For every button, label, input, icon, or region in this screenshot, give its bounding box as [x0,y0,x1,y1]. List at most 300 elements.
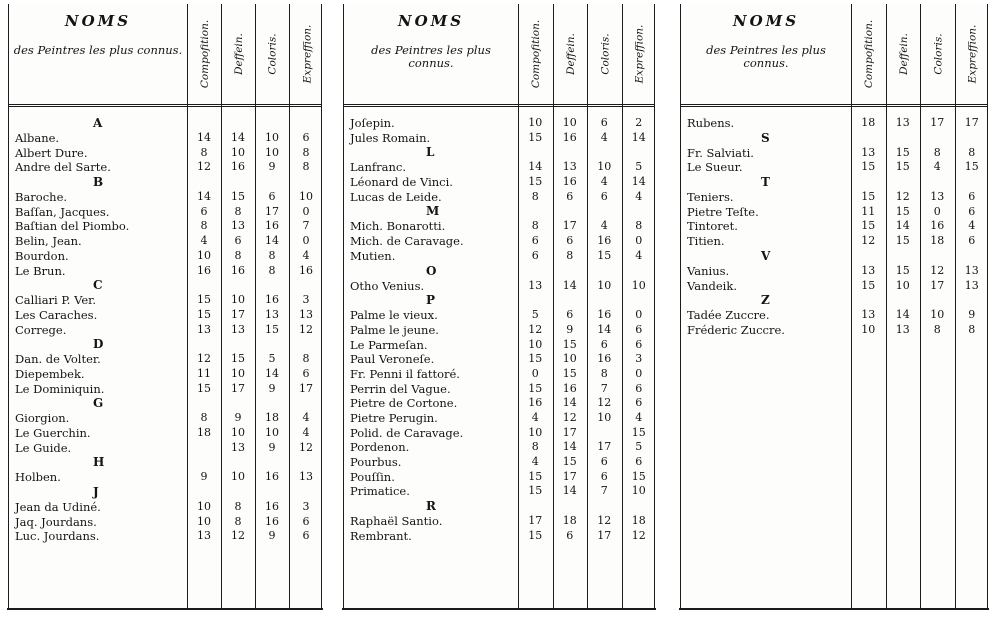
section-letter-label: Z [761,293,770,308]
score-dessein: 16 [231,263,245,277]
score-composition: 6 [531,248,539,262]
painter-row [9,190,321,205]
painter-row [344,190,654,205]
column-header-composition [851,4,887,104]
score-dessein: 17 [231,307,245,321]
section-letter-label: J [93,485,99,500]
score-expression: 10 [631,484,646,498]
score-dessein: 18 [562,514,577,528]
score-coloris: 16 [597,308,612,322]
score-dessein: 9 [566,322,574,336]
score-expression: 4 [302,426,310,439]
section-letter [681,131,987,146]
painter-row [9,470,321,485]
noms-subtitle: des Peintres les plus connus. [371,43,491,70]
score-dessein: 15 [562,455,577,469]
section-letter [681,249,987,264]
score-expression: 12 [299,440,313,454]
score-dessein: 14 [895,308,910,322]
noms-title: NOMS [397,12,465,30]
score-expression: 8 [968,322,976,336]
score-dessein: 16 [231,160,245,174]
score-expression: 6 [635,337,643,351]
score-dessein: 16 [562,381,577,395]
score-composition: 8 [200,145,208,159]
painter-name: Baſtian del Piombo. [15,219,130,234]
painter-row [344,470,654,485]
column-header-label: Expreffion. [633,24,646,84]
score-dessein: 6 [566,528,574,542]
score-coloris: 6 [600,455,608,469]
score-coloris: 10 [265,145,279,159]
column-header-label: Compofition. [530,19,543,89]
painter-row [344,484,654,499]
painter-name: Mutien. [350,248,396,263]
score-coloris: 14 [265,366,279,380]
score-coloris: 7 [600,381,608,395]
score-expression: 13 [299,307,313,321]
section-letter-label: O [426,263,437,278]
score-dessein: 9 [234,411,242,425]
painter-row [344,219,654,234]
score-dessein: 8 [234,204,242,218]
names-column-header [344,4,518,104]
score-dessein: 6 [234,234,242,248]
painter-name: Tintoret. [687,219,738,234]
section-letter [9,175,321,190]
score-composition: 15 [528,484,543,498]
painter-name: Jules Romain. [350,130,431,145]
table-panel-3 [680,4,988,610]
score-dessein: 10 [231,145,245,159]
painter-name: Pietre Perugin. [350,411,438,425]
painter-name: Holben. [15,470,61,485]
score-composition: 15 [528,175,543,189]
score-expression: 6 [635,322,643,336]
painter-row [9,219,321,234]
score-dessein: 10 [562,116,577,129]
painter-row [344,426,654,441]
score-dessein: 10 [231,366,245,380]
score-composition: 15 [861,219,876,233]
painter-name: Le Sueur. [687,160,743,175]
painter-row [9,205,321,220]
score-coloris: 8 [600,366,608,380]
column-header-label: Deffein. [233,33,245,75]
painter-row [9,308,321,323]
score-composition: 11 [861,204,876,218]
painter-name: Correge. [15,322,67,337]
score-composition: 8 [531,189,539,203]
painter-row [9,352,321,367]
score-expression: 4 [302,411,310,425]
score-composition: 15 [528,130,543,144]
painter-name: Tadée Zuccre. [687,308,770,323]
painter-name: Fréderic Zuccre. [687,322,785,337]
score-coloris: 16 [265,293,279,307]
column-header-composition [518,4,554,104]
column-header-dessein [221,4,256,104]
score-coloris: 17 [597,528,612,542]
score-dessein: 13 [895,116,910,129]
section-letter [9,337,321,352]
score-dessein: 14 [562,278,577,292]
painter-row [344,411,654,426]
score-coloris: 6 [600,337,608,351]
section-letter-label: T [761,175,770,190]
score-coloris: 15 [597,248,612,262]
score-composition: 10 [528,337,543,351]
score-expression: 8 [302,145,310,159]
score-coloris: 10 [265,426,279,439]
painter-row [9,529,321,544]
painter-name: Giorgion. [15,411,70,426]
score-composition: 10 [528,116,543,129]
painter-row [9,515,321,530]
score-composition: 9 [200,470,208,484]
painter-name: Pourbus. [350,455,402,470]
painter-name: Fr. Penni il fattoré. [350,366,460,381]
column-header-expression [622,4,658,104]
score-coloris: 16 [597,352,612,366]
score-composition: 15 [197,307,211,321]
score-coloris: 15 [265,322,279,336]
score-coloris: 16 [930,219,945,233]
score-dessein: 13 [895,322,910,336]
score-expression: 6 [302,514,310,528]
score-coloris: 6 [268,190,276,204]
score-dessein: 15 [562,366,577,380]
score-composition: 13 [528,278,543,292]
painter-name: Joſepin. [350,116,395,130]
painter-row [9,293,321,308]
score-expression: 6 [635,381,643,395]
score-coloris: 8 [268,248,276,262]
painter-row [344,131,654,146]
painter-list [344,116,654,544]
section-letter [9,485,321,500]
section-letter-label: P [426,293,436,308]
column-header-expression [289,4,324,104]
score-composition: 8 [200,219,208,233]
painter-name: Dan. de Volter. [15,352,101,367]
score-expression: 15 [631,425,646,439]
painter-name: Otho Venius. [350,278,425,293]
score-coloris: 4 [600,175,608,189]
score-dessein: 8 [234,500,242,514]
score-composition: 4 [200,234,208,248]
section-letter [9,278,321,293]
score-expression: 13 [964,263,979,277]
painter-row [344,367,654,382]
section-letter [344,145,654,160]
section-letter [344,264,654,279]
painter-row [344,308,654,323]
painter-row [344,160,654,175]
column-header-coloris [587,4,623,104]
score-dessein: 15 [895,160,910,174]
score-coloris: 8 [933,145,941,159]
score-composition: 8 [531,219,539,233]
score-composition: 15 [861,278,876,292]
painter-name: Vanius. [687,263,730,278]
score-expression: 10 [631,278,646,292]
column-header-coloris [255,4,290,104]
score-coloris: 12 [597,396,612,410]
score-coloris: 12 [930,263,945,277]
score-expression: 0 [635,308,643,322]
score-coloris: 10 [597,411,612,424]
score-expression: 15 [964,160,979,174]
score-composition: 10 [197,500,211,514]
column-header-label: Deffein. [897,33,910,75]
score-expression: 7 [302,219,310,233]
score-composition: 8 [531,440,539,454]
section-letter [9,455,321,470]
score-dessein: 10 [231,293,245,307]
score-expression: 0 [302,234,310,248]
table-header [344,4,654,107]
score-expression: 6 [968,190,976,204]
painter-row [9,426,321,441]
column-header-label: Coloris. [932,33,945,75]
section-letter-label: V [761,248,771,263]
painter-row [344,440,654,455]
table-panel-2 [343,4,655,610]
score-coloris: 17 [930,116,945,129]
score-coloris: 13 [265,307,279,321]
section-letter-label: D [93,337,104,352]
score-dessein: 16 [562,130,577,144]
score-expression: 0 [635,366,643,380]
section-letter [681,175,987,190]
score-coloris: 6 [600,116,608,129]
painter-name: Albane. [15,131,60,145]
score-composition: 10 [197,514,211,528]
score-dessein: 14 [231,131,245,144]
painter-name: Palme le jeune. [350,322,439,337]
painter-row [681,234,987,249]
score-composition: 13 [197,529,211,543]
score-composition: 15 [197,381,211,395]
painter-row [344,514,654,529]
painter-name: Le Dominiquin. [15,381,105,396]
painter-name: Teniers. [687,190,734,205]
score-composition: 12 [197,160,211,174]
score-expression: 9 [968,308,976,322]
score-composition: 15 [528,381,543,395]
score-dessein: 14 [562,484,577,498]
names-column-header [681,4,851,104]
section-letter [344,204,654,219]
column-header-label: Compofition. [199,19,212,89]
painter-row [344,234,654,249]
score-dessein: 16 [562,175,577,189]
painter-row [9,234,321,249]
noms-title: NOMS [732,12,800,30]
column-header-expression [955,4,991,104]
score-dessein: 8 [566,248,574,262]
column-header-composition [187,4,222,104]
painter-name: Pordenon. [350,440,410,455]
painter-name: Vandeik. [687,278,737,293]
painter-list [681,116,987,338]
painter-row [681,219,987,234]
section-letter [344,499,654,514]
score-composition: 13 [861,308,876,322]
painter-name: Le Guerchin. [15,426,91,440]
painter-name: Raphaël Santio. [350,514,443,529]
score-coloris: 9 [268,440,276,454]
score-composition: 12 [528,322,543,336]
painter-name: Primatice. [350,484,410,499]
score-coloris: 10 [597,160,612,174]
score-expression: 15 [631,469,646,483]
table-header [681,4,987,107]
score-dessein: 15 [895,263,910,277]
score-composition: 6 [200,204,208,218]
painter-row [9,411,321,426]
painter-name: Lucas de Leide. [350,189,442,204]
score-composition: 14 [197,131,211,144]
painter-name: Le Parmeſan. [350,337,428,352]
score-composition: 18 [197,426,211,439]
painter-row [9,131,321,146]
score-composition: 14 [197,190,211,204]
score-composition: 13 [861,263,876,277]
score-expression: 8 [302,160,310,174]
painter-name: Andre del Sarte. [15,160,111,175]
score-coloris: 9 [268,160,276,174]
painter-name: Baſſan, Jacques. [15,204,110,219]
score-expression: 6 [302,529,310,543]
score-expression: 12 [299,322,313,336]
section-letter-label: C [93,278,103,293]
score-composition: 18 [861,116,876,129]
score-composition: 15 [197,293,211,307]
painter-row [681,279,987,294]
section-letter-label: M [426,204,440,219]
score-composition: 10 [197,248,211,262]
section-letter [9,116,321,131]
score-coloris: 16 [597,234,612,248]
score-expression: 6 [635,396,643,410]
score-dessein: 12 [895,190,910,204]
score-coloris: 17 [597,440,612,454]
score-dessein: 17 [562,219,577,233]
score-coloris: 14 [597,322,612,336]
painter-row [681,264,987,279]
score-coloris: 10 [265,131,279,144]
score-dessein: 8 [234,514,242,528]
painter-name: Jean da Udiné. [15,500,101,515]
score-dessein: 10 [895,278,910,292]
score-expression: 18 [631,514,646,528]
score-dessein: 10 [231,426,245,439]
painter-row [344,249,654,264]
section-letter-label: A [93,116,103,130]
painter-row [9,441,321,456]
score-dessein: 15 [895,145,910,159]
painter-row [681,160,987,175]
painter-name: Polid. de Caravage. [350,425,464,440]
score-expression: 14 [631,130,646,144]
painter-row [681,190,987,205]
noms-subtitle: des Peintres les plus connus. [13,43,183,57]
score-composition: 10 [861,322,876,336]
painter-name: Paul Veroneſe. [350,352,435,367]
score-dessein: 13 [231,322,245,336]
score-dessein: 12 [562,411,577,424]
table-header [9,4,321,107]
score-expression: 3 [302,293,310,307]
score-dessein: 10 [562,352,577,366]
painter-name: Calliari P. Ver. [15,293,97,308]
score-composition: 4 [531,455,539,469]
painter-row [9,500,321,515]
score-expression: 0 [302,204,310,218]
painter-row [681,308,987,323]
painter-row [344,116,654,131]
painter-row [681,146,987,161]
score-coloris: 16 [265,514,279,528]
score-coloris: 8 [933,322,941,336]
painter-row [9,160,321,175]
score-dessein: 13 [231,219,245,233]
painter-name: Jaq. Jourdans. [15,514,97,529]
painter-name: Fr. Salviati. [687,145,754,160]
noms-title: NOMS [64,12,132,30]
painter-row [681,116,987,131]
score-expression: 4 [635,411,643,424]
painter-name: Albert Dure. [15,145,88,160]
score-dessein: 10 [231,470,245,484]
section-letter-label: S [761,130,770,145]
section-letter [9,396,321,411]
painter-name: Mich. Bonarotti. [350,219,446,234]
score-coloris: 5 [268,352,276,366]
painter-row [344,323,654,338]
column-header-label: Expreffion. [301,24,314,84]
score-composition: 16 [197,263,211,277]
painter-name: Lanfranc. [350,160,407,175]
painter-row [344,352,654,367]
score-composition: 13 [197,322,211,336]
score-coloris: 7 [600,484,608,498]
score-composition: 15 [528,352,543,366]
score-dessein: 17 [562,425,577,439]
painter-name: Le Guide. [15,440,72,455]
score-dessein: 13 [562,160,577,174]
painter-row [9,382,321,397]
score-dessein: 15 [895,204,910,218]
score-composition: 8 [200,411,208,425]
score-expression: 4 [635,189,643,203]
column-header-dessein [553,4,589,104]
painter-row [9,323,321,338]
score-dessein: 12 [231,529,245,543]
score-dessein: 8 [234,248,242,262]
score-expression: 14 [631,175,646,189]
section-letter-label: B [93,175,104,190]
score-dessein: 15 [895,234,910,248]
column-header-label: Compofition. [863,19,876,89]
column-header-label: Coloris. [599,33,612,75]
column-header-label: Expreffion. [966,24,979,84]
painter-name: Rembrant. [350,528,412,543]
score-dessein: 14 [895,219,910,233]
score-dessein: 6 [566,189,574,203]
